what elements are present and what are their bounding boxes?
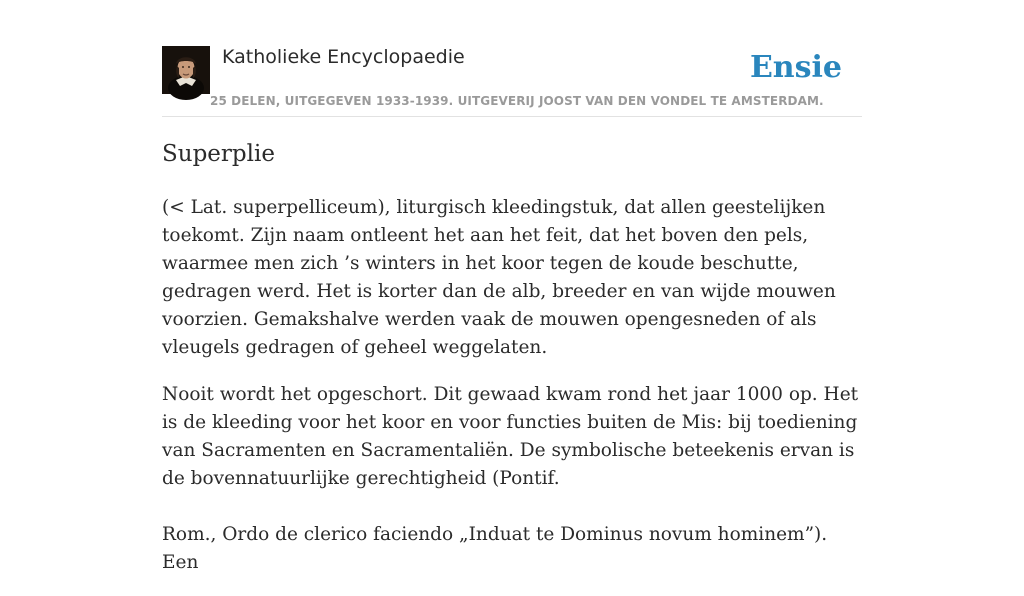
portrait-icon [162,46,210,94]
ensie-logo-link[interactable]: Ensie [749,50,842,85]
publication-subtitle: 25 DELEN, UITGEGEVEN 1933-1939. UITGEVERIJ JOOST VAN DEN VONDEL TE AMSTERDAM. [210,94,824,108]
publication-header [162,44,862,117]
article [162,138,862,596]
article-paragraph: Nooit wordt het opgeschort. Dit gewaad kwam rond het jaar 1000 op. Het is de kleeding voor het koor en voor functies buiten de Mis: bij toediening van Sacramenten en Sacramentaliën. De symbolische beteekenis ervan is de bovennatuurlijke gerechtigheid (Pontif. [162,384,859,489]
article-paragraph: Rom., Ordo de clerico faciendo „Induat te Dominus novum hominem”). Een [162,524,828,573]
publication-title[interactable]: Katholieke Encyclopaedie [222,46,465,68]
publication-avatar[interactable] [162,46,210,94]
article-paragraph: (< Lat. superpelliceum), liturgisch kleedingstuk, dat allen geestelijken toekomt. Zijn naam ontleent het aan het feit, dat het boven den pels, waarmee men zich ’s winters in het koor tegen de koude beschutte, gedragen werd. Het is korter dan de alb, breeder en van wijde mouwen voorzien. Gemakshalve werden vaak de mouwen opengesneden of als vleugels gedragen of geheel weggelaten. [162,197,836,358]
article-title: Superplie [162,141,275,167]
